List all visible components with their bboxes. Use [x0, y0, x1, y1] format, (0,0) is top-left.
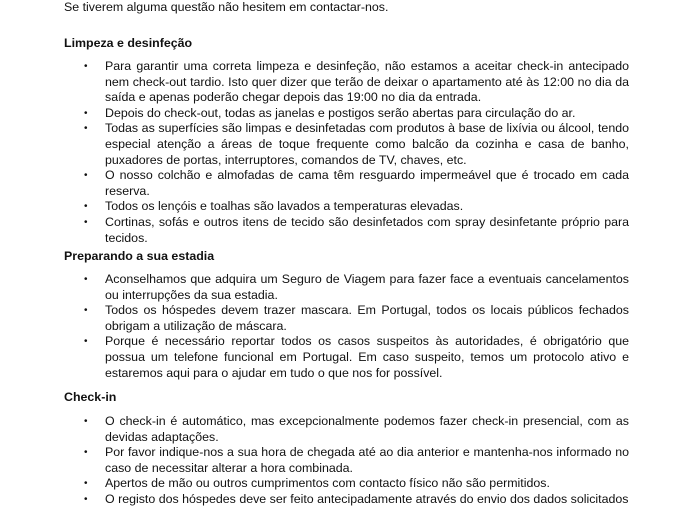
- bullet-icon: •: [84, 216, 88, 228]
- list-item: • O nosso colchão e almofadas de cama têm resguardo impermeável que é trocado em cada reserva.: [84, 168, 629, 198]
- list-item: • Depois do check-out, todas as janelas e postigos serão abertas para circulação do ar.: [84, 105, 576, 120]
- list-item: • Cortinas, sofás e outros itens de tecido são desinfetados com spray desinfetante próprio para tecidos.: [84, 214, 629, 245]
- bullet-icon: •: [84, 416, 88, 427]
- bullet-icon: •: [84, 493, 88, 505]
- bullet-icon: •: [84, 107, 88, 119]
- bullet-icon: •: [84, 201, 88, 213]
- bullet-icon: •: [84, 274, 88, 285]
- list-item: • Apertos de mão ou outros cumprimentos com contacto físico não são permitidos.: [84, 476, 550, 491]
- bullet-icon: •: [84, 336, 88, 348]
- section-heading-preparando: Preparando a sua estadia: [64, 249, 215, 263]
- bullet-icon: •: [84, 478, 88, 490]
- list-item: • Todos os lençóis e toalhas são lavados a temperaturas elevadas.: [84, 199, 464, 214]
- bullet-icon: •: [84, 305, 88, 317]
- list-item: • Aconselhamos que adquira um Seguro de Viagem para fazer face a eventuais cancelamentos ou interrupções da sua estadia.: [84, 272, 629, 302]
- bullet-icon: •: [84, 447, 88, 459]
- list-item: • Todos os hóspedes devem trazer mascara. Em Portugal, todos os locais públicos fechados obrigam a utilização de máscara.: [84, 303, 629, 333]
- list-item: • Todas as superfícies são limpas e desinfetadas com produtos à base de lixívia ou álcool, tendo especial atenção a áreas de toque frequente como balcão da cozinha e casa de banho, puxadores de portas, interruptores, comandos de TV, chaves, etc.: [84, 121, 629, 167]
- list-preparando: [0, 272, 695, 381]
- list-limpeza: [0, 59, 695, 246]
- list-item: • Para garantir uma correta limpeza e desinfeção, não estamos a aceitar check-in antecipado nem check-out tardio. Isto quer dizer que terão de deixar o apartamento até às 12:00 no dia da saída e apenas poderão chegar depois das 19:00 no dia da entrada.: [84, 59, 629, 105]
- list-item: • Por favor indique-nos a sua hora de chegada até ao dia anterior e mantenha-nos informado no caso de necessitar alterar a hora combinada.: [84, 445, 629, 475]
- list-item: • O registo dos hóspedes deve ser feito antecipadamente através do envio dos dados solicitados: [84, 491, 629, 506]
- bullet-icon: •: [84, 61, 88, 72]
- list-checkin: [0, 414, 695, 508]
- section-heading-checkin: Check-in: [64, 390, 117, 404]
- bullet-icon: •: [84, 170, 88, 182]
- list-item: • Porque é necessário reportar todos os casos suspeitos às autoridades, é obrigatório que possua um telefone funcional em Portugal. Em caso suspeito, temos um protocolo ativo e estaremos aqui para o ajudar em tudo o que nos for possível.: [84, 334, 629, 380]
- intro-text: Se tiverem alguma questão não hesitem em contactar-nos.: [64, 0, 389, 14]
- bullet-icon: •: [84, 123, 88, 135]
- list-item: • O check-in é automático, mas excepcionalmente podemos fazer check-in presencial, com as devidas adaptações.: [84, 414, 629, 444]
- section-heading-limpeza: Limpeza e desinfeção: [64, 36, 193, 50]
